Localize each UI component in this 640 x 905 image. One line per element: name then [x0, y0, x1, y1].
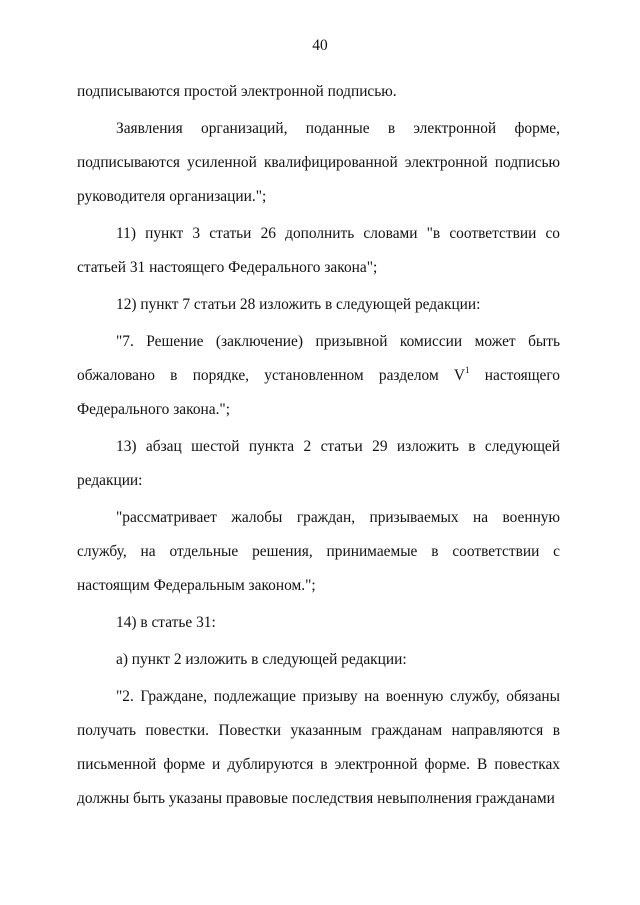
paragraph-item-11: 11) пункт 3 статьи 26 дополнить словами "в соответствии со статьей 31 настоящего Федерального закона"; — [77, 225, 560, 276]
paragraph-continuation: подписываются простой электронной подписью. — [77, 83, 397, 100]
paragraph-item-14: 14) в статье 31: — [116, 614, 216, 631]
superscript: 1 — [465, 365, 470, 375]
paragraph-item-a: а) пункт 2 изложить в следующей редакции: — [116, 651, 407, 668]
paragraph-item-2-citizens: "2. Граждане, подлежащие призыву на военную службу, обязаны получать повестки. Повестки указанным гражданам направляются в письменной форме и дублируются в электронной форме. В повестках должны быть указаны правовые последствия невыполнения гражданами — [77, 688, 560, 807]
paragraph-text-before: "7. Решение (заключение) призывной комиссии может быть обжаловано в порядке, установленном разделом V — [77, 333, 560, 384]
paragraph-item-12: 12) пункт 7 статьи 28 изложить в следующей редакции: — [116, 296, 481, 313]
paragraph-complaints: "рассматривает жалобы граждан, призываемых на военную службу, на отдельные решения, принимаемые в соответствии с настоящим Федеральным законом."; — [77, 509, 560, 594]
page-number: 40 — [312, 37, 328, 54]
paragraph-item-13: 13) абзац шестой пункта 2 статьи 29 изложить в следующей редакции: — [77, 438, 560, 489]
paragraph-item-7-decision — [77, 325, 560, 427]
document-body — [77, 75, 560, 816]
paragraph-applications: Заявления организаций, поданные в электронной форме, подписываются усиленной квалифицированной электронной подписью руководителя организации."; — [77, 120, 560, 205]
paragraph-text-after: настоящего Федерального закона."; — [77, 367, 560, 418]
